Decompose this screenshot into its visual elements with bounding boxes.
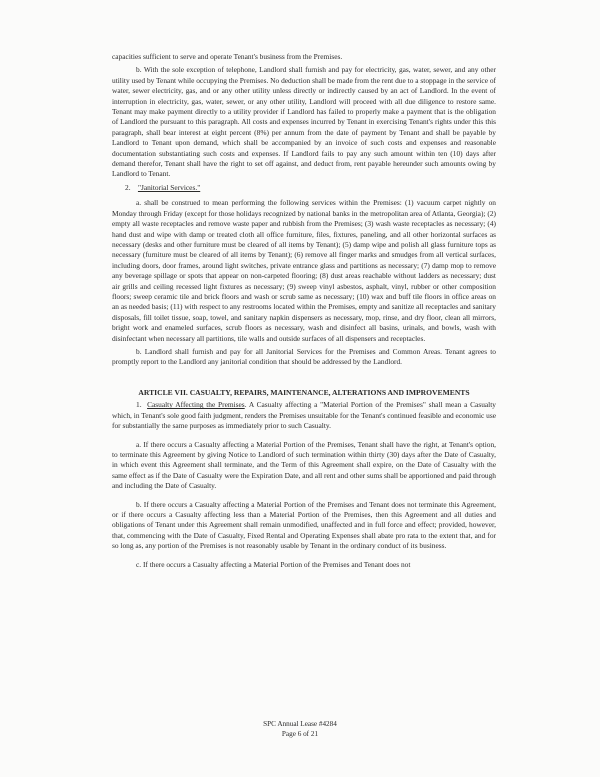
casualty-title: Casualty Affecting the Premises <box>147 400 245 410</box>
casualty-paragraph-c: c. If there occurs a Casualty affecting a Material Portion of the Premises and Tenant does not <box>136 559 411 569</box>
utilities-paragraph-b: b. With the sole exception of telephone, Landlord shall furnish and pay for electricity, gas, water, sewer, and any other utility used by Tenant while occupying the Premises. No deduction shall be made from the rent due to a stoppage in the service of water, sewer electricity, gas, and or any other utility unless directly or indirectly caused by an act of Landlord. In the event of interruption in electricity, gas, water, sewer, or any other utility, Landlord will proceed with all due diligence to restore same. Tenant may make payment directly to a utility provider if Landlord has failed to properly make a payment that is the obligation of Landlord the pursuant to this paragraph. All costs and expenses incurred by Tenant in exercising Tenant's rights under this this paragraph, shall bear interest at eight percent (8%) per annum from the date of payment by Tenant and shall be payable by Landlord to Tenant upon demand, which shall be accompanied by an invoice of such costs and expenses and reasonable documentation substantiating such costs and expenses. If Landlord fails to pay any such amount within ten (10) days after demand therefor, Tenant shall have the right to set off against, and deduct from, rent payable hereunder such amounts owing by Landlord to Tenant. <box>112 65 496 179</box>
article-vii-title: ARTICLE VII. CASUALTY, REPAIRS, MAINTENANCE, ALTERATIONS AND IMPROVEMENTS <box>138 387 470 397</box>
janitorial-paragraph-a: a. shall be construed to mean performing the following services within the Premises: (1) vacuum carpet nightly on Monday through Friday (except for those holidays recognized by national banks in the metropolitan area of Atlanta, Georgia); (2) empty all waste receptacles and remove waste paper and rubbish from the Premises; (3) wash waste receptacles as necessary; (4) hand dust and wipe with damp or treated cloth all office furniture, files, fixtures, paneling, and all other horizontal surfaces as necessary (desks and other furniture must be cleared of all items by Tenant); (5) damp wipe and polish all glass furniture tops as necessary (furniture must be cleared of all items by Tenant); (6) remove all finger marks and smudges from all vertical surfaces, including doors, door frames, around light switches, private entrance glass and partitions as necessary; (7) damp mop to remove any beverage spillage or spots that appear on non-carpeted flooring; (8) dust areas reachable without ladders as necessary; dust air grills and ceiling recessed light fixtures as necessary; (9) sweep vinyl asbestos, asphalt, vinyl, rubber or other composition floors; sweep ceramic tile and brick floors and wash or scrub same as necessary; (10) wax and buff tile floors in office areas on an as needed basis; (11) with respect to any restrooms located within the Premises, empty and sanitize all receptacles and sanitary disposals, fill toilet tissue, soap, towel, and sanitary napkin dispensers as necessary, mop, rinse, and dry floor, clean all mirrors, bright work and enameled surfaces, scrub floors as necessary, wash and disinfect all basins, urinals, and bowls, wash with disinfectant when necessary all partitions, tile walls and outside surfaces of all dispensers and receptacles. <box>112 198 496 343</box>
casualty-paragraph-b: b. If there occurs a Casualty affecting a Material Portion of the Premises and Tenant does not terminate this Agreement, or if there occurs a Casualty affecting less than a Material Portion of the Premises, then this Agreement and all duties and obligations of Tenant under this Agreement shall remain unmodified, unaffected and in full force and effect; provided, however, that, commencing with the Date of Casualty, Fixed Rental and Operating Expenses shall abate pro rata to the extent that, and for so long as, any portion of the Premises is not reasonably usable by Tenant in the ordinary conduct of its business. <box>112 499 496 551</box>
casualty-paragraph-a: a. If there occurs a Casualty affecting a Material Portion of the Premises, Tenant shall have the right, at Tenant's option, to terminate this Agreement by giving Notice to Landlord of such termination within thirty (30) days after the Date of Casualty, in which event this Agreement shall terminate, and the Term of this Agreement shall expire, on the Date of Casualty with the same effect as if the Date of Casualty were the Expiration Date, and all rent and other sums shall be apportioned and paid through and including the Date of Casualty. <box>112 439 496 491</box>
page-number: Page 6 of 21 <box>281 729 319 738</box>
page-footer <box>0 720 600 739</box>
casualty-paragraph-1 <box>112 400 496 431</box>
janitorial-number: 2. <box>125 182 131 192</box>
janitorial-paragraph-b: b. Landlord shall furnish and pay for all Janitorial Services for the Premises and Common Areas. Tenant agrees to promptly report to the Landlord any janitorial condition that should be addressed by the Landlord. <box>112 346 496 367</box>
intro-paragraph: capacities sufficient to serve and operate Tenant's business from the Premises. <box>112 52 343 61</box>
casualty-definition-text: . A Casualty affecting a "Material Portion of the Premises" shall mean a Casualty which, in Tenant's sole good faith judgment, renders the Premises unsuitable for the Tenant's continued feasible and economic use for substantially the same purposes as immediately prior to such Casualty. <box>112 400 496 431</box>
casualty-number: 1. <box>136 400 142 410</box>
janitorial-title: "Janitorial Services." <box>137 182 201 192</box>
lease-identifier: SPC Annual Lease #4284 <box>263 720 337 728</box>
document-body <box>112 52 496 573</box>
janitorial-heading <box>125 183 496 193</box>
